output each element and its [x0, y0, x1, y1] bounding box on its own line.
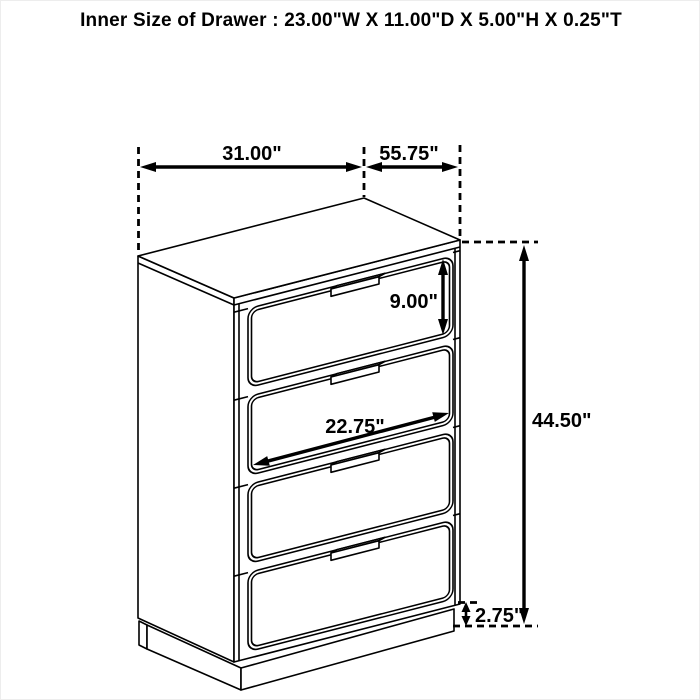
base-height-dimension-label: 2.75" — [475, 605, 524, 627]
overall-height-dimension-arrow — [519, 245, 529, 624]
top-depth-dimension-label: 55.75" — [379, 143, 439, 165]
chest-left-panel — [138, 256, 234, 662]
drawer-height-dimension-label: 9.00" — [389, 291, 438, 313]
chest-dimension-diagram — [1, 1, 700, 700]
plinth-left-end-facet — [139, 621, 147, 649]
chest-drawing — [138, 198, 460, 690]
overall-height-dimension-label: 44.50" — [532, 410, 592, 432]
inner-drawer-size-title: Inner Size of Drawer : 23.00"W X 11.00"D X 5.00"H X 0.25"T — [80, 10, 622, 31]
top-width-dimension-label: 31.00" — [222, 143, 282, 165]
base-height-dimension-arrow — [462, 602, 471, 626]
drawer-width-dimension-label: 22.75" — [325, 416, 385, 438]
